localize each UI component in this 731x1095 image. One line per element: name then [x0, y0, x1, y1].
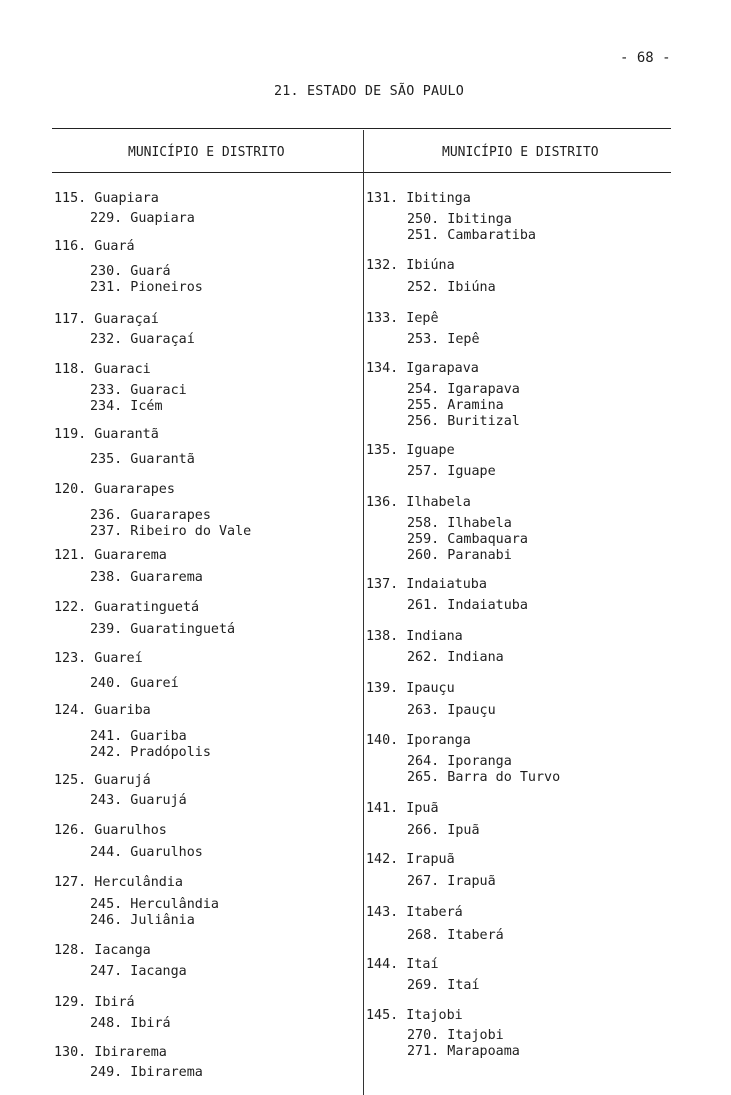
municipio-entry: 118. Guaraci	[54, 362, 151, 377]
distrito-entry: 243. Guarujá	[90, 793, 187, 808]
distrito-entry: 251. Cambaratiba	[407, 228, 536, 243]
distrito-entry: 235. Guarantã	[90, 452, 195, 467]
distrito-entry: 237. Ribeiro do Vale	[90, 524, 252, 539]
municipio-entry: 135. Iguape	[366, 443, 455, 458]
municipio-entry: 130. Ibirarema	[54, 1045, 167, 1060]
municipio-entry: 127. Herculândia	[54, 875, 183, 890]
municipio-entry: 124. Guariba	[54, 703, 151, 718]
municipio-entry: 136. Ilhabela	[366, 495, 471, 510]
distrito-entry: 230. Guará	[90, 264, 171, 279]
municipio-entry: 139. Ipauçu	[366, 681, 455, 696]
distrito-entry: 239. Guaratinguetá	[90, 622, 236, 637]
distrito-entry: 229. Guapiara	[90, 211, 195, 226]
distrito-entry: 263. Ipauçu	[407, 703, 496, 718]
municipio-entry: 128. Iacanga	[54, 943, 151, 958]
municipio-entry: 145. Itajobi	[366, 1008, 463, 1023]
distrito-entry: 256. Buritizal	[407, 414, 520, 429]
distrito-entry: 252. Ibiúna	[407, 280, 496, 295]
column-divider	[363, 130, 364, 1095]
distrito-entry: 236. Guararapes	[90, 508, 211, 523]
distrito-entry: 250. Ibitinga	[407, 212, 512, 227]
distrito-entry: 266. Ipuã	[407, 823, 480, 838]
municipio-entry: 119. Guarantã	[54, 427, 159, 442]
municipio-entry: 132. Ibiúna	[366, 258, 455, 273]
distrito-entry: 260. Paranabi	[407, 548, 512, 563]
distrito-entry: 270. Itajobi	[407, 1028, 504, 1043]
distrito-entry: 271. Marapoama	[407, 1044, 520, 1059]
distrito-entry: 232. Guaraçaí	[90, 332, 195, 347]
distrito-entry: 255. Aramina	[407, 398, 504, 413]
distrito-entry: 247. Iacanga	[90, 964, 187, 979]
municipio-entry: 138. Indiana	[366, 629, 463, 644]
distrito-entry: 242. Pradópolis	[90, 745, 211, 760]
distrito-entry: 238. Guararema	[90, 570, 203, 585]
municipio-entry: 125. Guarujá	[54, 773, 151, 788]
municipio-entry: 141. Ipuã	[366, 801, 439, 816]
distrito-entry: 249. Ibirarema	[90, 1065, 203, 1080]
distrito-entry: 248. Ibirá	[90, 1016, 171, 1031]
municipio-entry: 134. Igarapava	[366, 361, 479, 376]
distrito-entry: 265. Barra do Turvo	[407, 770, 561, 785]
municipio-entry: 115. Guapiara	[54, 191, 159, 206]
distrito-entry: 241. Guariba	[90, 729, 187, 744]
distrito-entry: 233. Guaraci	[90, 383, 187, 398]
distrito-entry: 259. Cambaquara	[407, 532, 528, 547]
distrito-entry: 267. Irapuã	[407, 874, 496, 889]
distrito-entry: 253. Iepê	[407, 332, 480, 347]
municipio-entry: 142. Irapuã	[366, 852, 455, 867]
municipio-entry: 120. Guararapes	[54, 482, 175, 497]
distrito-entry: 240. Guareí	[90, 676, 179, 691]
distrito-entry: 244. Guarulhos	[90, 845, 203, 860]
page-title: 21. ESTADO DE SÃO PAULO	[274, 84, 465, 99]
distrito-entry: 245. Herculândia	[90, 897, 219, 912]
municipio-entry: 143. Itaberá	[366, 905, 463, 920]
municipio-entry: 133. Iepê	[366, 311, 439, 326]
distrito-entry: 264. Iporanga	[407, 754, 512, 769]
column-header-right: MUNICÍPIO E DISTRITO	[442, 145, 599, 160]
municipio-entry: 144. Itaí	[366, 957, 439, 972]
municipio-entry: 122. Guaratinguetá	[54, 600, 200, 615]
distrito-entry: 258. Ilhabela	[407, 516, 512, 531]
municipio-entry: 116. Guará	[54, 239, 135, 254]
distrito-entry: 257. Iguape	[407, 464, 496, 479]
municipio-entry: 123. Guareí	[54, 651, 143, 666]
distrito-entry: 268. Itaberá	[407, 928, 504, 943]
distrito-entry: 254. Igarapava	[407, 382, 520, 397]
column-header-left: MUNICÍPIO E DISTRITO	[128, 145, 285, 160]
municipio-entry: 129. Ibirá	[54, 995, 135, 1010]
municipio-entry: 126. Guarulhos	[54, 823, 167, 838]
page-number: - 68 -	[620, 50, 671, 66]
municipio-entry: 131. Ibitinga	[366, 191, 471, 206]
municipio-entry: 121. Guararema	[54, 548, 167, 563]
municipio-entry: 137. Indaiatuba	[366, 577, 487, 592]
municipio-entry: 117. Guaraçaí	[54, 312, 159, 327]
distrito-entry: 234. Icém	[90, 399, 163, 414]
distrito-entry: 262. Indiana	[407, 650, 504, 665]
distrito-entry: 261. Indaiatuba	[407, 598, 528, 613]
distrito-entry: 231. Pioneiros	[90, 280, 203, 295]
distrito-entry: 246. Juliânia	[90, 913, 195, 928]
municipio-entry: 140. Iporanga	[366, 733, 471, 748]
distrito-entry: 269. Itaí	[407, 978, 480, 993]
